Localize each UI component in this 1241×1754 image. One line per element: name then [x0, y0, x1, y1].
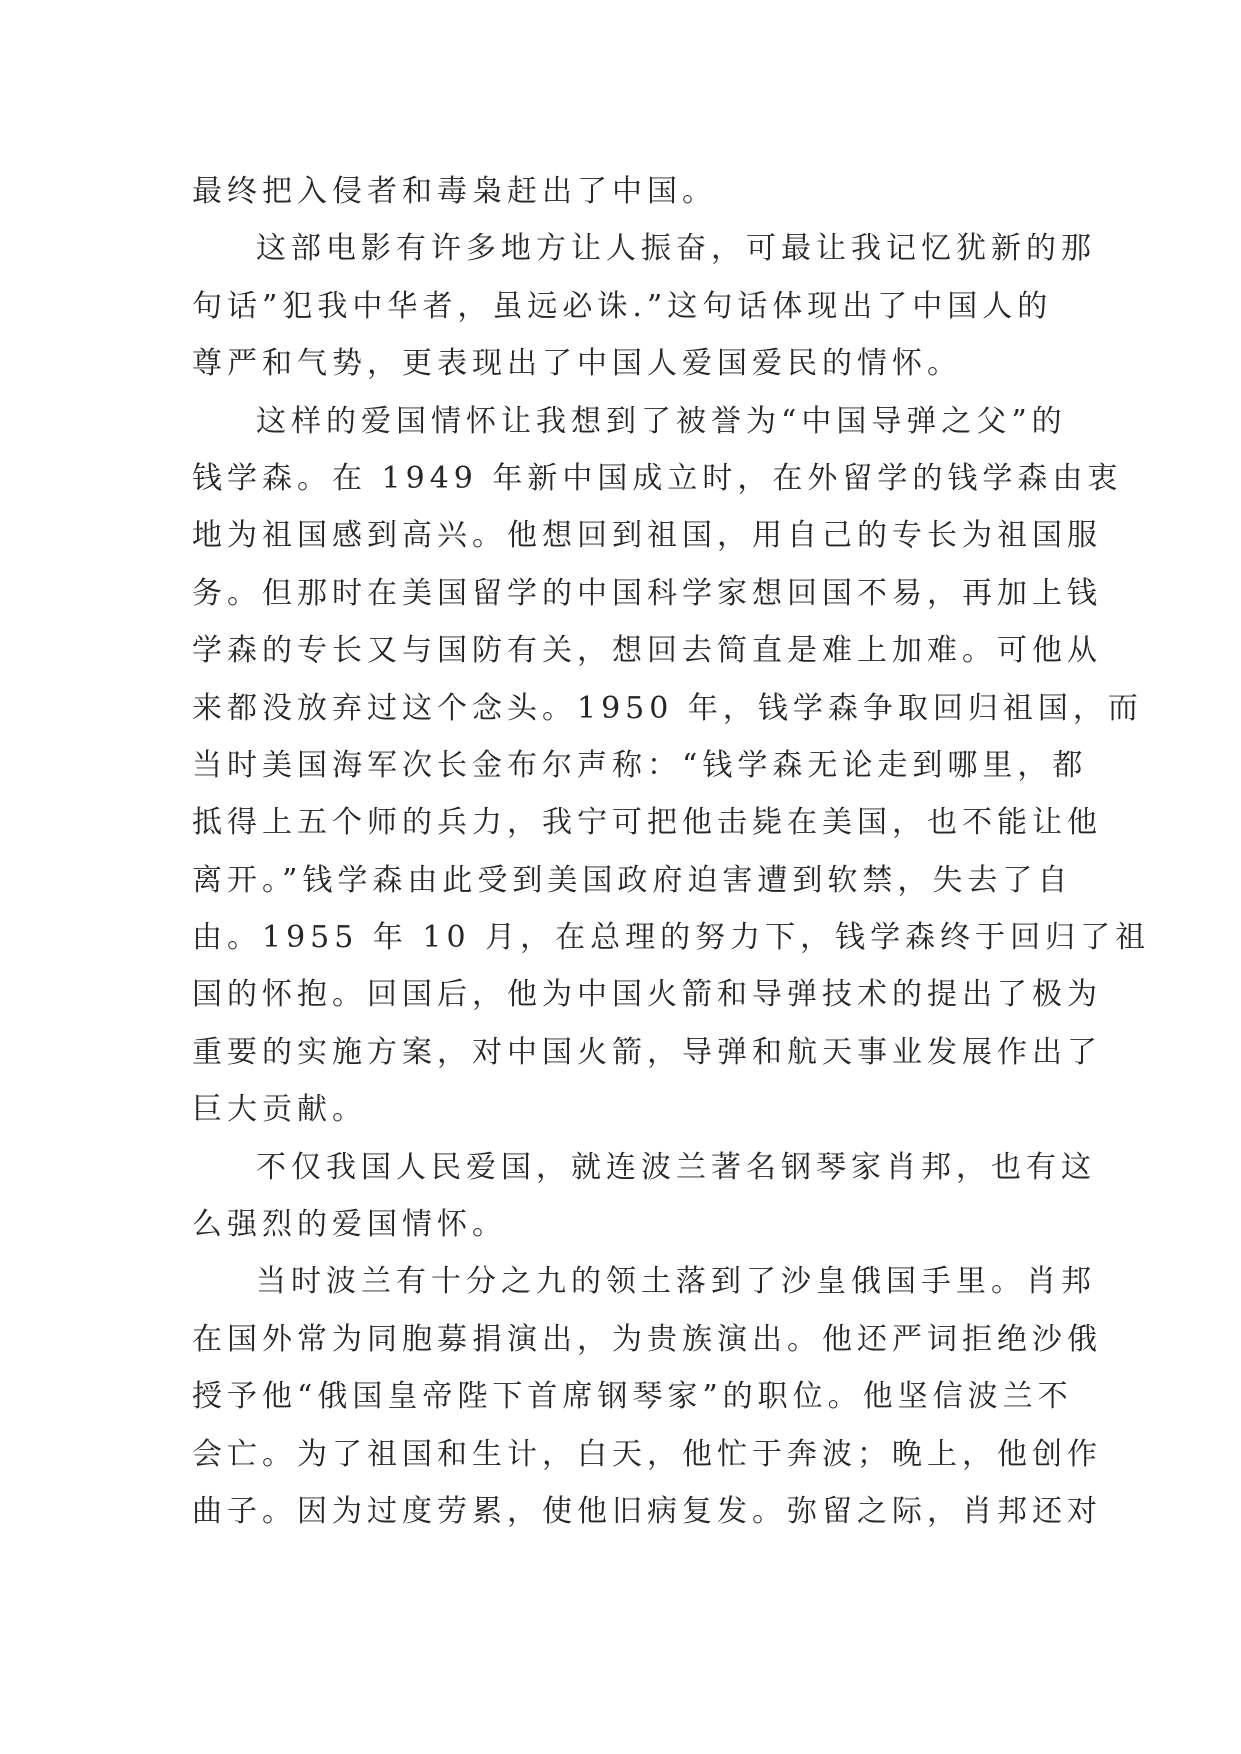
text-line: 由。1955 年 10 月，在总理的努力下，钱学森终于回归了祖	[192, 920, 1151, 956]
text-line: 钱学森。在 1949 年新中国成立时，在外留学的钱学森由衷	[192, 460, 1123, 496]
text-line: 抵得上五个师的兵力，我宁可把他击毙在美国，也不能让他	[192, 805, 1102, 841]
text-line: 么强烈的爱国情怀。	[192, 1207, 507, 1243]
text-line: 在国外常为同胞募捐演出，为贵族演出。他还严词拒绝沙俄	[192, 1321, 1102, 1357]
text-line: 来都没放弃过这个念头。1950 年，钱学森争取回归祖国，而	[192, 690, 1143, 726]
paragraph-first-line: 当时波兰有十分之九的领土落到了沙皇俄国手里。肖邦	[256, 1264, 1096, 1300]
text-line: 当时美国海军次长金布尔声称：“钱学森无论走到哪里，都	[192, 747, 1088, 783]
text-line: 学森的专长又与国防有关，想回去简直是难上加难。可他从	[192, 633, 1102, 669]
text-line: 会亡。为了祖国和生计，白天，他忙于奔波；晚上，他创作	[192, 1436, 1102, 1472]
text-line: 巨大贡献。	[192, 1092, 367, 1128]
text-line: 务。但那时在美国留学的中国科学家想回国不易，再加上钱	[192, 575, 1102, 611]
paragraph-first-line: 这样的爱国情怀让我想到了被誉为“中国导弹之父”的	[256, 403, 1067, 439]
text-line: 离开。”钱学森由此受到美国政府迫害遭到软禁，失去了自	[192, 862, 1073, 898]
paragraph-first-line: 这部电影有许多地方让人振奋，可最让我记忆犹新的那	[256, 231, 1096, 267]
text-body	[192, 163, 1151, 1540]
text-line: 句话”犯我中华者，虽远必诛.”这句话体现出了中国人的	[192, 288, 1053, 324]
text-line: 重要的实施方案，对中国火箭，导弹和航天事业发展作出了	[192, 1034, 1102, 1070]
text-line: 授予他“俄国皇帝陛下首席钢琴家”的职位。他坚信波兰不	[192, 1379, 1073, 1415]
text-line: 地为祖国感到高兴。他想回到祖国，用自己的专长为祖国服	[192, 518, 1102, 554]
paragraph-first-line: 不仅我国人民爱国，就连波兰著名钢琴家肖邦，也有这	[256, 1149, 1096, 1185]
text-line: 曲子。因为过度劳累，使他旧病复发。弥留之际，肖邦还对	[192, 1493, 1102, 1529]
text-line: 最终把入侵者和毒枭赶出了中国。	[192, 174, 717, 209]
text-line: 国的怀抱。回国后，他为中国火箭和导弹技术的提出了极为	[192, 977, 1102, 1013]
text-line: 尊严和气势，更表现出了中国人爱国爱民的情怀。	[192, 346, 962, 382]
